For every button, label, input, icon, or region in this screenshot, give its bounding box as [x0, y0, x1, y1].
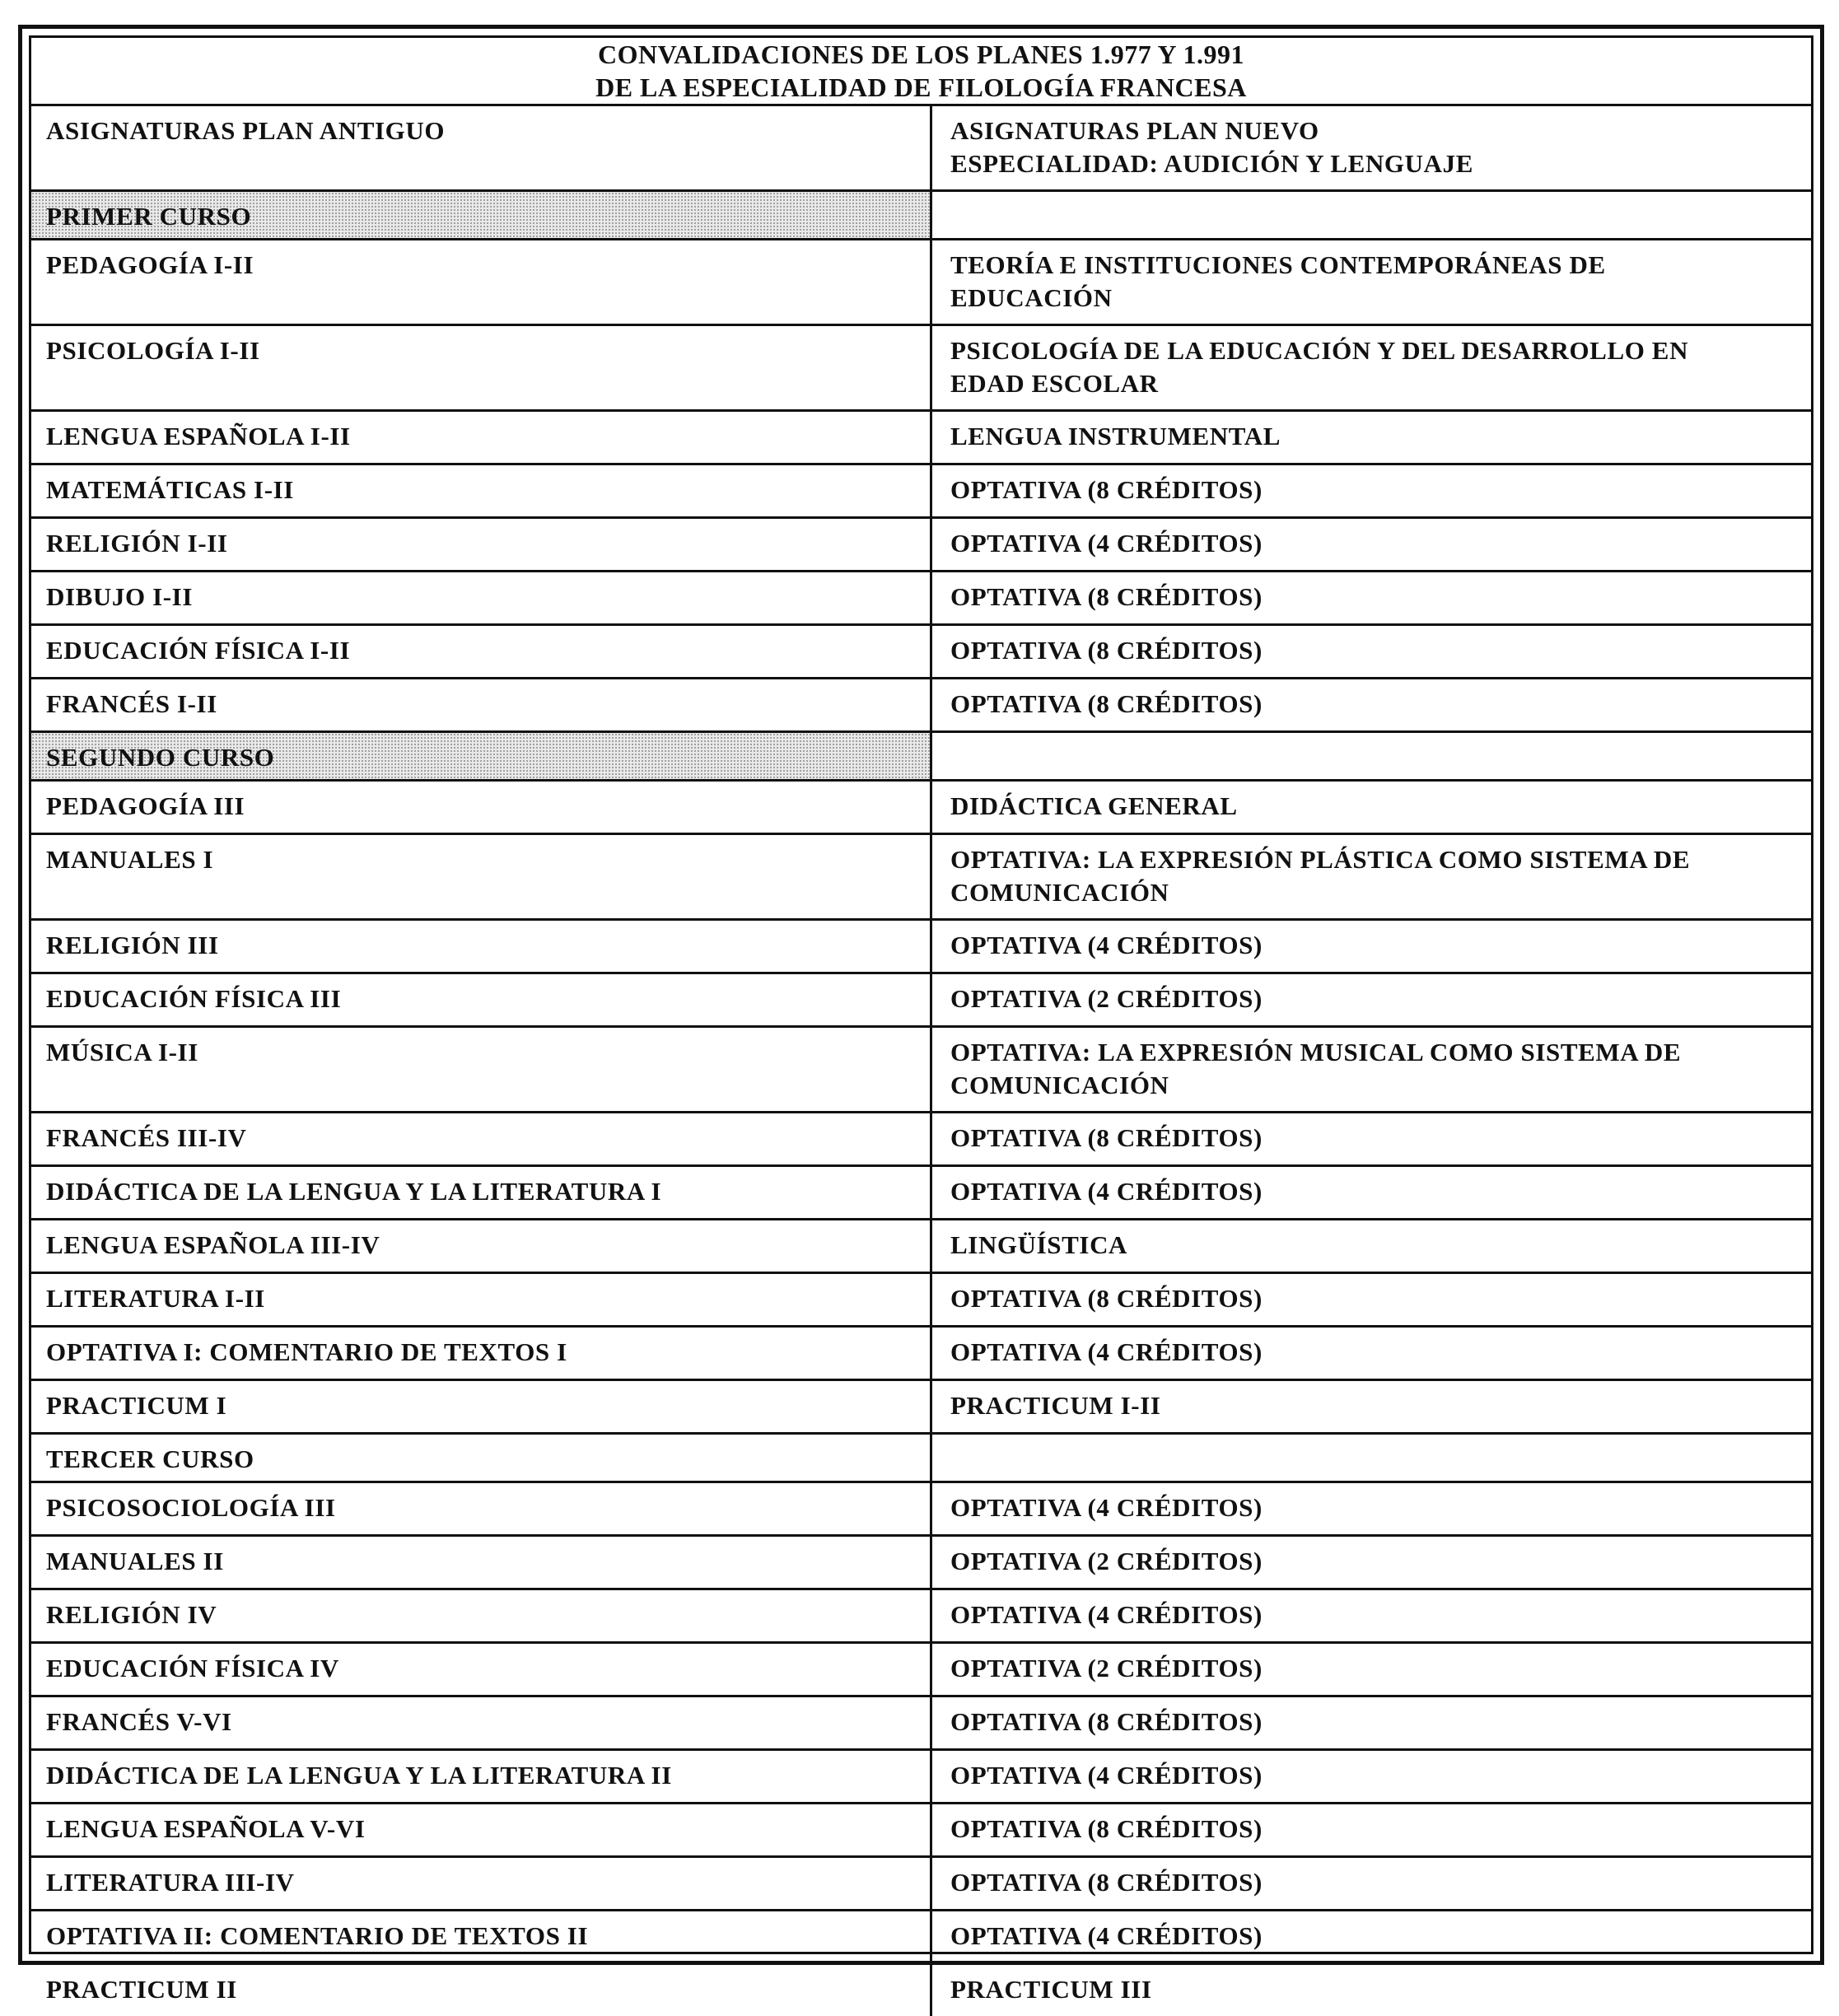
old-plan-subject-text: OPTATIVA II: COMENTARIO DE TEXTOS II	[46, 1921, 589, 1950]
old-plan-subject-text: MANUALES II	[46, 1547, 224, 1575]
table-row	[31, 782, 1811, 835]
old-plan-subject-text: LITERATURA I-II	[46, 1284, 265, 1313]
table-row	[31, 1858, 1811, 1911]
section-empty-cell	[932, 192, 1811, 238]
old-plan-subject-text: PSICOLOGÍA I-II	[46, 336, 260, 365]
table-row	[31, 1483, 1811, 1537]
old-plan-subject	[31, 412, 932, 463]
old-plan-subject	[31, 1028, 932, 1111]
new-plan-subject	[932, 626, 1811, 677]
table-row	[31, 921, 1811, 974]
title-line-1: CONVALIDACIONES DE LOS PLANES 1.977 Y 1.991	[598, 40, 1244, 69]
new-plan-subject	[932, 679, 1811, 730]
old-plan-subject-text: LENGUA ESPAÑOLA V-VI	[46, 1814, 366, 1843]
old-plan-subject	[31, 974, 932, 1025]
new-plan-subject-text: OPTATIVA (4 CRÉDITOS)	[950, 1761, 1263, 1790]
table-row	[31, 519, 1811, 572]
new-plan-subject-text: TEORÍA E INSTITUCIONES CONTEMPORÁNEAS DE EDUCACIÓN	[950, 250, 1606, 312]
table-row	[31, 1590, 1811, 1644]
old-plan-subject	[31, 1167, 932, 1218]
new-plan-subject-text: PRACTICUM I-II	[950, 1391, 1161, 1420]
section-empty-cell	[932, 733, 1811, 779]
new-plan-subject	[932, 835, 1811, 918]
new-plan-subject-text: OPTATIVA (2 CRÉDITOS)	[950, 984, 1263, 1013]
table-row	[31, 465, 1811, 519]
header-specialty-label: ESPECIALIDAD: AUDICIÓN Y LENGUAJE	[950, 149, 1474, 178]
old-plan-subject	[31, 326, 932, 409]
old-plan-subject-text: RELIGIÓN I-II	[46, 529, 228, 558]
header-new-plan-label: ASIGNATURAS PLAN NUEVO	[950, 116, 1319, 145]
section-row	[31, 192, 1811, 240]
table-row	[31, 1274, 1811, 1328]
new-plan-subject-text: OPTATIVA (4 CRÉDITOS)	[950, 1337, 1263, 1366]
old-plan-subject-text: PRACTICUM I	[46, 1391, 227, 1420]
old-plan-subject-text: LENGUA ESPAÑOLA III-IV	[46, 1230, 380, 1259]
new-plan-subject-text: OPTATIVA (8 CRÉDITOS)	[950, 1814, 1263, 1843]
table-row	[31, 1028, 1811, 1113]
section-label	[31, 733, 932, 779]
new-plan-subject-text: OPTATIVA (8 CRÉDITOS)	[950, 1123, 1263, 1152]
new-plan-subject-text: OPTATIVA (2 CRÉDITOS)	[950, 1654, 1263, 1682]
new-plan-subject	[932, 1381, 1811, 1432]
old-plan-subject-text: DIBUJO I-II	[46, 582, 193, 611]
old-plan-subject	[31, 1590, 932, 1641]
old-plan-subject-text: FRANCÉS I-II	[46, 689, 217, 718]
table-row	[31, 326, 1811, 412]
table-row	[31, 412, 1811, 465]
section-label-text: SEGUNDO CURSO	[46, 743, 275, 772]
old-plan-subject-text: PEDAGOGÍA III	[46, 791, 245, 820]
old-plan-subject	[31, 1858, 932, 1909]
new-plan-subject-text: OPTATIVA (4 CRÉDITOS)	[950, 1921, 1263, 1950]
new-plan-subject	[932, 412, 1811, 463]
section-empty-cell	[932, 1435, 1811, 1481]
new-plan-subject	[932, 1965, 1811, 2016]
new-plan-subject	[932, 240, 1811, 324]
old-plan-subject-text: LITERATURA III-IV	[46, 1868, 295, 1897]
old-plan-subject	[31, 626, 932, 677]
old-plan-subject-text: FRANCÉS III-IV	[46, 1123, 247, 1152]
table-row	[31, 572, 1811, 626]
new-plan-subject	[932, 1328, 1811, 1379]
old-plan-subject-text: EDUCACIÓN FÍSICA I-II	[46, 636, 351, 665]
new-plan-subject	[932, 1167, 1811, 1218]
old-plan-subject-text: DIDÁCTICA DE LA LENGUA Y LA LITERATURA II	[46, 1761, 672, 1790]
header-old-plan-label: ASIGNATURAS PLAN ANTIGUO	[46, 116, 446, 145]
new-plan-subject-text: DIDÁCTICA GENERAL	[950, 791, 1238, 820]
old-plan-subject-text: PSICOSOCIOLOGÍA III	[46, 1493, 336, 1522]
new-plan-subject	[932, 572, 1811, 623]
old-plan-subject-text: PRACTICUM II	[46, 1975, 237, 2004]
table-row	[31, 835, 1811, 921]
new-plan-subject	[932, 519, 1811, 570]
table-row	[31, 1911, 1811, 1965]
new-plan-subject	[932, 782, 1811, 833]
old-plan-subject	[31, 1697, 932, 1748]
old-plan-subject	[31, 240, 932, 324]
table-row	[31, 1381, 1811, 1435]
new-plan-subject	[932, 465, 1811, 516]
old-plan-subject-text: DIDÁCTICA DE LA LENGUA Y LA LITERATURA I	[46, 1177, 662, 1206]
column-header-row	[31, 106, 1811, 192]
new-plan-subject-text: OPTATIVA (4 CRÉDITOS)	[950, 1177, 1263, 1206]
table-row	[31, 1220, 1811, 1274]
new-plan-subject	[932, 1220, 1811, 1272]
new-plan-subject-text: OPTATIVA: LA EXPRESIÓN MUSICAL COMO SISTEMA DE COMUNICACIÓN	[950, 1038, 1682, 1099]
old-plan-subject-text: OPTATIVA I: COMENTARIO DE TEXTOS I	[46, 1337, 567, 1366]
new-plan-subject	[932, 1537, 1811, 1588]
table-row	[31, 626, 1811, 679]
table-row	[31, 1644, 1811, 1697]
header-new-plan	[932, 106, 1811, 189]
new-plan-subject-text: OPTATIVA (8 CRÉDITOS)	[950, 636, 1263, 665]
title-line-2: DE LA ESPECIALIDAD DE FILOLOGÍA FRANCESA	[595, 72, 1247, 102]
section-label	[31, 192, 932, 238]
old-plan-subject-text: FRANCÉS V-VI	[46, 1707, 232, 1736]
old-plan-subject	[31, 519, 932, 570]
new-plan-subject	[932, 1274, 1811, 1325]
old-plan-subject	[31, 921, 932, 972]
old-plan-subject	[31, 782, 932, 833]
old-plan-subject-text: MANUALES I	[46, 845, 214, 874]
new-plan-subject-text: LENGUA INSTRUMENTAL	[950, 422, 1281, 450]
table-row	[31, 1965, 1811, 2016]
old-plan-subject	[31, 1537, 932, 1588]
old-plan-subject	[31, 1113, 932, 1164]
new-plan-subject	[932, 326, 1811, 409]
section-label-text: PRIMER CURSO	[46, 202, 252, 231]
section-row	[31, 1435, 1811, 1483]
section-label	[31, 1435, 932, 1481]
new-plan-subject-text: OPTATIVA (4 CRÉDITOS)	[950, 1493, 1263, 1522]
table-row	[31, 974, 1811, 1028]
old-plan-subject	[31, 1965, 932, 2016]
section-label-text: TERCER CURSO	[46, 1444, 254, 1473]
new-plan-subject	[932, 1483, 1811, 1534]
header-old-plan	[31, 106, 932, 189]
old-plan-subject-text: EDUCACIÓN FÍSICA IV	[46, 1654, 339, 1682]
old-plan-subject-text: PEDAGOGÍA I-II	[46, 250, 254, 279]
old-plan-subject	[31, 1220, 932, 1272]
new-plan-subject-text: PRACTICUM III	[950, 1975, 1152, 2004]
old-plan-subject	[31, 1274, 932, 1325]
table-row	[31, 1537, 1811, 1590]
new-plan-subject	[932, 1697, 1811, 1748]
table-row	[31, 1697, 1811, 1751]
convalidation-table	[29, 35, 1813, 2004]
old-plan-subject	[31, 1328, 932, 1379]
new-plan-subject-text: PSICOLOGÍA DE LA EDUCACIÓN Y DEL DESARROLLO EN EDAD ESCOLAR	[950, 336, 1689, 398]
new-plan-subject-text: OPTATIVA (8 CRÉDITOS)	[950, 1707, 1263, 1736]
new-plan-subject	[932, 921, 1811, 972]
table-row	[31, 1804, 1811, 1858]
old-plan-subject-text: EDUCACIÓN FÍSICA III	[46, 984, 342, 1013]
old-plan-subject	[31, 679, 932, 730]
new-plan-subject-text: OPTATIVA (8 CRÉDITOS)	[950, 475, 1263, 504]
new-plan-subject	[932, 1644, 1811, 1695]
old-plan-subject	[31, 1911, 932, 1962]
old-plan-subject	[31, 1381, 932, 1432]
new-plan-subject-text: OPTATIVA (8 CRÉDITOS)	[950, 1868, 1263, 1897]
table-row	[31, 1113, 1811, 1167]
old-plan-subject	[31, 1804, 932, 1855]
new-plan-subject	[932, 1590, 1811, 1641]
new-plan-subject-text: LINGÜÍSTICA	[950, 1230, 1128, 1259]
new-plan-subject-text: OPTATIVA (8 CRÉDITOS)	[950, 582, 1263, 611]
table-title	[31, 38, 1811, 106]
old-plan-subject-text: MATEMÁTICAS I-II	[46, 475, 294, 504]
old-plan-subject-text: MÚSICA I-II	[46, 1038, 198, 1066]
old-plan-subject	[31, 572, 932, 623]
new-plan-subject-text: OPTATIVA (4 CRÉDITOS)	[950, 1600, 1263, 1629]
old-plan-subject	[31, 1751, 932, 1802]
table-row	[31, 240, 1811, 326]
old-plan-subject-text: RELIGIÓN III	[46, 931, 219, 959]
new-plan-subject	[932, 1751, 1811, 1802]
new-plan-subject-text: OPTATIVA (8 CRÉDITOS)	[950, 689, 1263, 718]
new-plan-subject	[932, 1911, 1811, 1962]
table-row	[31, 1751, 1811, 1804]
new-plan-subject	[932, 1028, 1811, 1111]
new-plan-subject-text: OPTATIVA (8 CRÉDITOS)	[950, 1284, 1263, 1313]
old-plan-subject-text: LENGUA ESPAÑOLA I-II	[46, 422, 351, 450]
section-row	[31, 733, 1811, 782]
old-plan-subject	[31, 1483, 932, 1534]
table-row	[31, 1167, 1811, 1220]
new-plan-subject-text: OPTATIVA (4 CRÉDITOS)	[950, 931, 1263, 959]
new-plan-subject-text: OPTATIVA: LA EXPRESIÓN PLÁSTICA COMO SISTEMA DE COMUNICACIÓN	[950, 845, 1691, 907]
new-plan-subject-text: OPTATIVA (2 CRÉDITOS)	[950, 1547, 1263, 1575]
new-plan-subject	[932, 974, 1811, 1025]
table-row	[31, 1328, 1811, 1381]
old-plan-subject	[31, 1644, 932, 1695]
old-plan-subject	[31, 835, 932, 918]
document-page	[18, 25, 1824, 2004]
new-plan-subject	[932, 1804, 1811, 1855]
old-plan-subject-text: RELIGIÓN IV	[46, 1600, 217, 1629]
table-row	[31, 679, 1811, 733]
new-plan-subject	[932, 1113, 1811, 1164]
new-plan-subject-text: OPTATIVA (4 CRÉDITOS)	[950, 529, 1263, 558]
old-plan-subject	[31, 465, 932, 516]
new-plan-subject	[932, 1858, 1811, 1909]
